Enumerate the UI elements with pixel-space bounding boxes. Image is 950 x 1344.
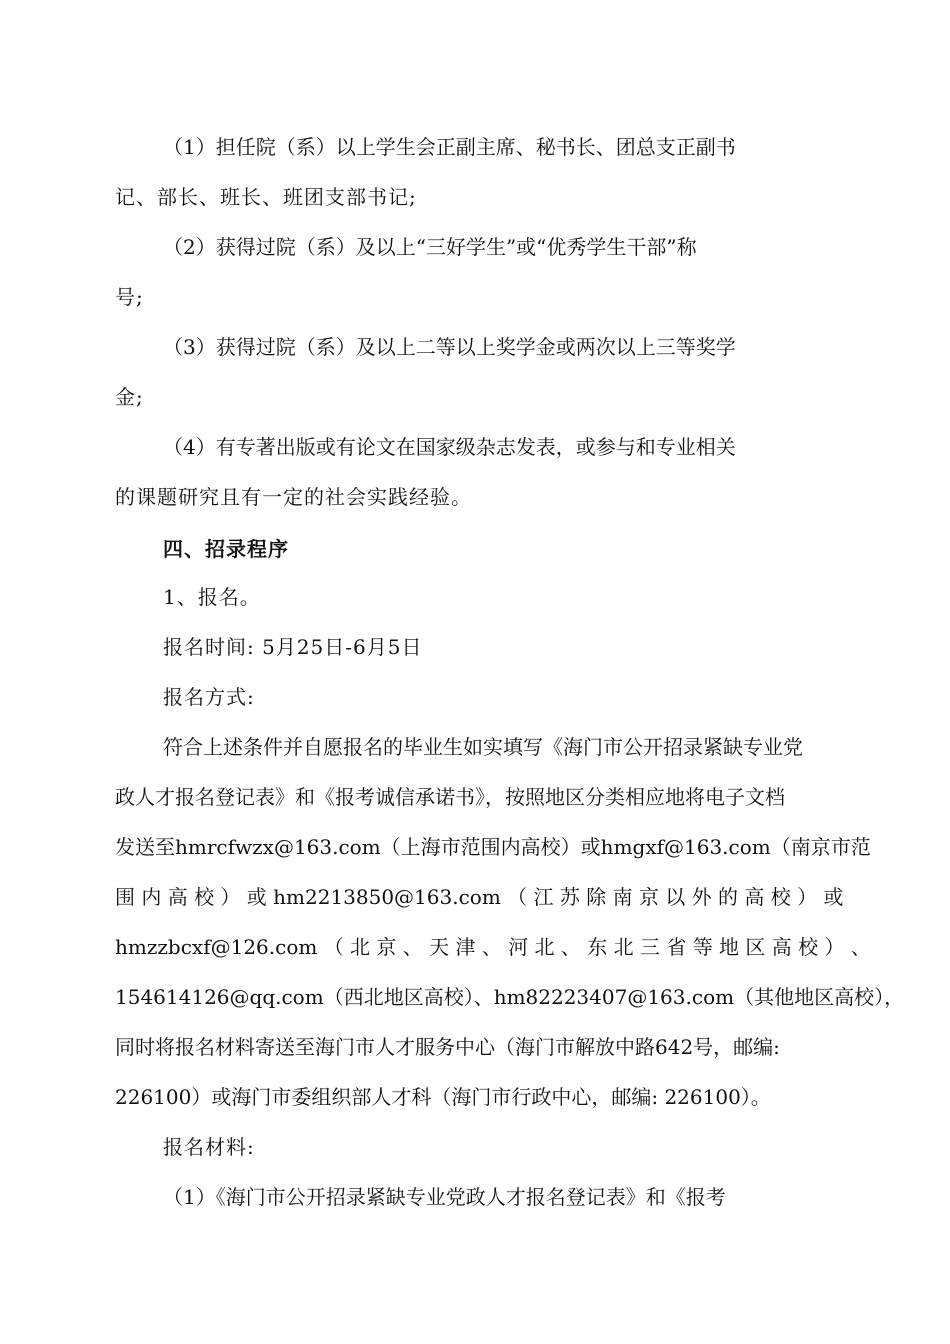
step-title: 1、报名。 <box>163 585 261 609</box>
paragraph-line-15: 发送至hmrcfwzx@163.com（上海市范围内高校）或hmgxf@163.com（南京市范 <box>115 835 871 859</box>
paragraph-line-1: （1）担任院（系）以上学生会正副主席、秘书长、团总支正副书 <box>163 135 736 159</box>
paragraph-line-13: 符合上述条件并自愿报名的毕业生如实填写《海门市公开招录紧缺专业党 <box>163 735 803 759</box>
paragraph-line-4: 号; <box>115 285 144 309</box>
paragraph-line-8: 的课题研究且有一定的社会实践经验。 <box>115 485 472 509</box>
paragraph-line-14: 政人才报名登记表》和《报考诚信承诺书》，按照地区分类相应地将电子文档 <box>115 785 785 809</box>
section-heading: 四、招录程序 <box>163 537 289 561</box>
paragraph-line-5: （3）获得过院（系）及以上二等以上奖学金或两次以上三等奖学 <box>163 335 736 359</box>
paragraph-line-18: 154614126@qq.com（西北地区高校）、hm82223407@163.com（其他地区高校）， <box>115 985 905 1009</box>
registration-time: 报名时间: 5月25日-6月5日 <box>163 635 423 659</box>
paragraph-line-7: （4）有专著出版或有论文在国家级杂志发表，或参与和专业相关 <box>163 435 736 459</box>
paragraph-line-2: 记、部长、班长、班团支部书记; <box>115 185 417 209</box>
paragraph-line-22: （1）《海门市公开招录紧缺专业党政人才报名登记表》和《报考 <box>163 1185 726 1209</box>
paragraph-line-6: 金; <box>115 385 144 409</box>
registration-materials-label: 报名材料: <box>163 1135 255 1159</box>
registration-method-label: 报名方式: <box>163 685 255 709</box>
paragraph-line-16: 围 内 高 校 ） 或 hm2213850@163.com （ 江 苏 除 南 京 以 外 的 高 校 ） 或 <box>115 885 844 909</box>
paragraph-line-3: （2）获得过院（系）及以上“三好学生”或“优秀学生干部”称 <box>163 235 697 259</box>
paragraph-line-19: 同时将报名材料寄送至海门市人才服务中心（海门市解放中路642号，邮编: <box>115 1035 780 1059</box>
paragraph-line-20: 226100）或海门市委组织部人才科（海门市行政中心，邮编: 226100）。 <box>115 1085 771 1109</box>
paragraph-line-17: hmzzbcxf@126.com （ 北 京 、 天 津 、 河 北 、 东 北 三 省 等 地 区 高 校 ） 、 <box>115 935 871 959</box>
